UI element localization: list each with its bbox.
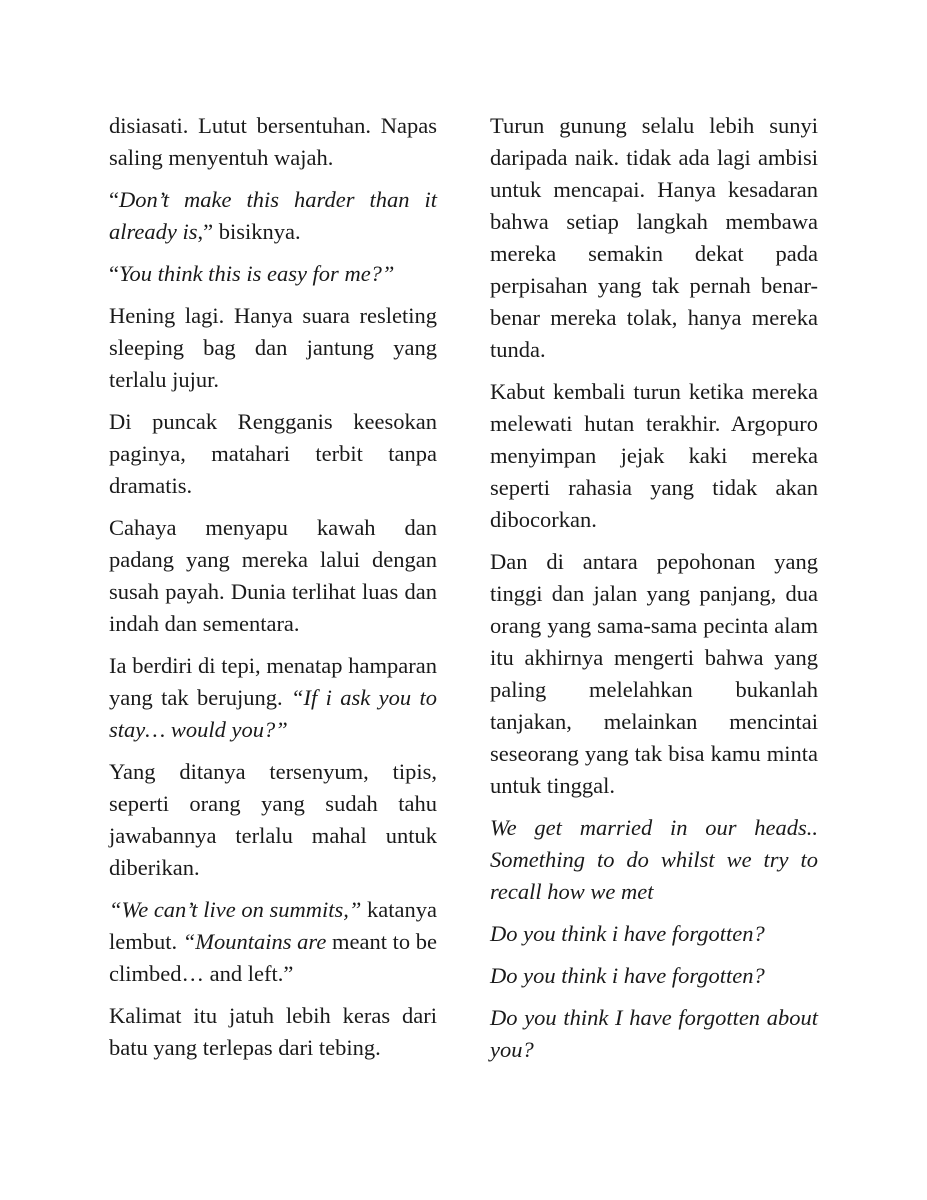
text-segment: Dan di antara pepohonan yang tinggi dan jalan yang panjang, dua orang yang sama-sama pecinta alam itu akhirnya mengerti bahwa yang paling melelahkan bukanlah tanjakan, melainkan mencintai seseorang yang tak bisa kamu minta untuk tinggal.: [490, 549, 818, 798]
paragraph: [109, 512, 437, 640]
paragraph: [109, 894, 437, 990]
paragraph: [109, 406, 437, 502]
paragraph: [109, 184, 437, 248]
italic-text-segment: We get married in our heads.. Something to do whilst we try to recall how we met: [490, 815, 818, 904]
paragraph: [490, 918, 818, 950]
text-segment: Hening lagi. Hanya suara resleting sleeping bag dan jantung yang terlalu jujur.: [109, 303, 437, 392]
text-segment: Ia berdiri di tepi, menatap hamparan yang tak berujung.: [109, 653, 437, 710]
paragraph: [109, 300, 437, 396]
italic-text-segment: “We can’t live on summits,”: [109, 897, 362, 922]
paragraph: [109, 110, 437, 174]
italic-text-segment: “If i ask you to stay… would you?”: [109, 685, 437, 742]
text-segment: meant to be climbed… and left.”: [109, 929, 437, 986]
text-segment: Yang ditanya tersenyum, tipis, seperti orang yang sudah tahu jawabannya terlalu mahal untuk diberikan.: [109, 759, 437, 880]
left-column: [109, 110, 437, 1074]
paragraph: [490, 960, 818, 992]
italic-text-segment: Do you think i have forgotten?: [490, 921, 765, 946]
right-column: [490, 110, 818, 1076]
italic-text-segment: Don’t make this harder than it already is: [109, 187, 437, 244]
text-segment: Di puncak Rengganis keesokan paginya, matahari terbit tanpa dramatis.: [109, 409, 437, 498]
text-segment: disiasati. Lutut bersentuhan. Napas saling menyentuh wajah.: [109, 113, 437, 170]
text-segment: “: [109, 261, 119, 286]
paragraph: [109, 1000, 437, 1064]
text-segment: katanya lembut.: [109, 897, 437, 954]
text-segment: ,” bisiknya.: [197, 219, 301, 244]
paragraph: [490, 110, 818, 366]
italic-text-segment: Do you think I have forgotten about you?: [490, 1005, 818, 1062]
italic-text-segment: “Mountains are: [182, 929, 327, 954]
text-segment: Kalimat itu jatuh lebih keras dari batu yang terlepas dari tebing.: [109, 1003, 437, 1060]
paragraph: [490, 812, 818, 908]
paragraph: [490, 546, 818, 802]
text-segment: “: [109, 187, 119, 212]
paragraph: [109, 650, 437, 746]
text-segment: Turun gunung selalu lebih sunyi daripada naik. tidak ada lagi ambisi untuk mencapai. Hanya kesadaran bahwa setiap langkah membawa mereka semakin dekat pada perpisahan yang tak pernah benar-benar mereka tolak, hanya mereka tunda.: [490, 113, 818, 362]
paragraph: [490, 376, 818, 536]
paragraph: [109, 756, 437, 884]
text-segment: Kabut kembali turun ketika mereka melewati hutan terakhir. Argopuro menyimpan jejak kaki mereka seperti rahasia yang tidak akan dibocorkan.: [490, 379, 818, 532]
paragraph: [109, 258, 437, 290]
paragraph: [490, 1002, 818, 1066]
text-segment: Cahaya menyapu kawah dan padang yang mereka lalui dengan susah payah. Dunia terlihat luas dan indah dan sementara.: [109, 515, 437, 636]
italic-text-segment: Do you think i have forgotten?: [490, 963, 765, 988]
italic-text-segment: You think this is easy for me?”: [119, 261, 395, 286]
